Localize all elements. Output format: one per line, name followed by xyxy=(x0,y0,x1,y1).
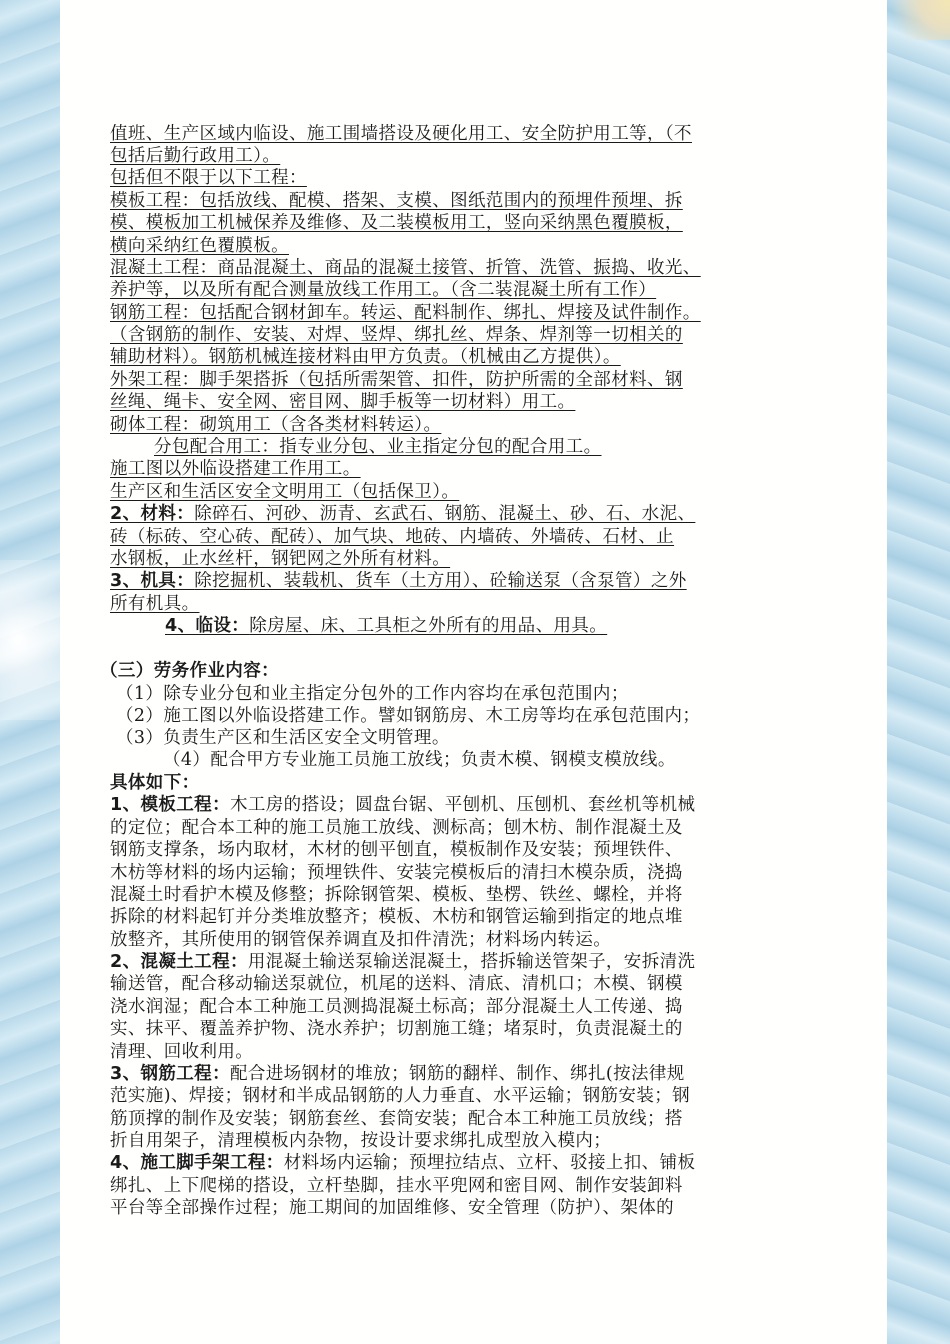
scope-line: 模板工程：包括放线、配模、搭架、支模、图纸范围内的预埋件预埋、拆 xyxy=(110,191,683,211)
materials-label: 2、材料： xyxy=(110,504,195,524)
scope-line: 包括后勤行政用工）。 xyxy=(110,146,281,166)
background-corner-glow xyxy=(890,0,950,40)
scope-line: 生产区和生活区安全文明用工（包括保卫）。 xyxy=(110,482,460,502)
machinery-line: 3、机具：除挖掘机、装载机、货车（土方用）、砼输送泵（含泵管）之外 xyxy=(110,571,687,591)
materials-line: 砖（标砖、空心砖、配砖）、加气块、地砖、内墙砖、外墙砖、石材、止 xyxy=(110,527,675,547)
section-heading: （三）劳务作业内容： xyxy=(100,661,279,681)
concrete-line: 浇水润湿；配合本工种施工员测捣混凝土标高；部分混凝土人工传递、捣 xyxy=(110,997,683,1017)
formwork-line: 的定位；配合本工种的施工员施工放线、测标高；刨木枋、制作混凝土及 xyxy=(110,818,683,838)
scope-line: 辅助材料）。钢筋机械连接材料由甲方负责。（机械由乙方提供）。 xyxy=(110,347,621,367)
formwork-label: 1、模板工程： xyxy=(110,795,230,815)
scope-line: 值班、生产区域内临设、施工围墙搭设及硬化用工、安全防护用工等，（不 xyxy=(110,124,692,144)
formwork-line: 混凝土时看护木模及修整；拆除钢管架、模板、垫楞、铁丝、螺栓，并将 xyxy=(110,885,683,905)
detail-heading: 具体如下： xyxy=(110,773,200,793)
materials-line: 2、材料：除碎石、河砂、沥青、玄武石、钢筋、混凝土、砂、石、水泥、 xyxy=(110,504,696,524)
section-item: （1）除专业分包和业主指定分包外的工作内容均在承包范围内； xyxy=(116,684,629,704)
concrete-line: 清理、回收利用。 xyxy=(110,1042,254,1062)
materials-line: 水钢板，止水丝杆，钢钯网之外所有材料。 xyxy=(110,549,451,569)
scaffold-label: 4、施工脚手架工程： xyxy=(110,1153,284,1173)
formwork-line: 钢筋支撑条，场内取材，木材的刨平刨直，模板制作及安装；预埋铁件、 xyxy=(110,840,683,860)
concrete-label: 2、混凝土工程： xyxy=(110,952,248,972)
document-page xyxy=(60,0,887,1344)
machinery-line: 所有机具。 xyxy=(110,594,200,614)
section-item: （4）配合甲方专业施工员施工放线；负责木模、钢模支模放线。 xyxy=(163,750,676,770)
concrete-line: 2、混凝土工程：用混凝土输送泵输送混凝土，搭拆输送管架子，安拆清洗 xyxy=(110,952,696,972)
formwork-line: 拆除的材料起钉并分类堆放整齐；模板、木枋和钢管运输到指定的地点堆 xyxy=(110,907,683,927)
scope-line: 包括但不限于以下工程： xyxy=(110,168,307,188)
scope-line: 钢筋工程：包括配合钢材卸车。转运、配料制作、绑扎、焊接及试件制作。 xyxy=(110,303,701,323)
concrete-line: 实、抹平、覆盖养护物、浇水养护；切割施工缝；堵泵时，负责混凝土的 xyxy=(110,1019,683,1039)
background-right-strip xyxy=(880,0,950,1344)
rebar-line: 折自用架子，清理模板内杂物，按设计要求绑扎成型放入模内； xyxy=(110,1131,612,1151)
concrete-line: 输送管，配合移动输送泵就位，机尾的送料、清底、清机口；木模、钢模 xyxy=(110,974,683,994)
temp-facilities-line: 4、临设：除房屋、床、工具柜之外所有的用品、用具。 xyxy=(165,616,608,636)
scope-line: 养护等，以及所有配合测量放线工作用工。（含二装混凝土所有工作） xyxy=(110,280,657,300)
scope-line: 外架工程：脚手架搭拆（包括所需架管、扣件，防护所需的全部材料、钢 xyxy=(110,370,683,390)
section-item: （3）负责生产区和生活区安全文明管理。 xyxy=(116,728,450,748)
scope-line: 分包配合用工：指专业分包、业主指定分包的配合用工。 xyxy=(154,437,602,457)
machinery-label: 3、机具： xyxy=(110,571,195,591)
scope-line: 砌体工程：砌筑用工（含各类材料转运）。 xyxy=(110,415,442,435)
scope-line: （含钢筋的制作、安装、对焊、竖焊、绑扎丝、焊条、焊剂等一切相关的 xyxy=(110,325,683,345)
formwork-line: 放整齐，其所使用的钢管保养调直及扣件清洗；材料场内转运。 xyxy=(110,930,612,950)
scope-line: 丝绳、绳卡、安全网、密目网、脚手板等一切材料）用工。 xyxy=(110,392,576,412)
formwork-line: 木枋等材料的场内运输；预埋铁件、安装完模板后的清扫木模杂质，浇捣 xyxy=(110,863,683,883)
scaffold-line: 平台等全部操作过程；施工期间的加固维修、安全管理（防护）、架体的 xyxy=(110,1198,675,1218)
rebar-line: 筋顶撑的制作及安装；钢筋套丝、套筒安装；配合本工种施工员放线；搭 xyxy=(110,1109,683,1129)
rebar-line: 范实施)、焊接；钢材和半成品钢筋的人力垂直、水平运输；钢筋安装；钢 xyxy=(110,1086,691,1106)
rebar-line: 3、钢筋工程：配合进场钢材的堆放；钢筋的翻样、制作、绑扎(按法律规 xyxy=(110,1064,685,1084)
section-item: （2）施工图以外临设搭建工作。譬如钢筋房、木工房等均在承包范围内； xyxy=(116,706,701,726)
scope-line: 施工图以外临设搭建工作用工。 xyxy=(110,459,361,479)
scope-line: 混凝土工程：商品混凝土、商品的混凝土接管、折管、洗管、振捣、收光、 xyxy=(110,258,701,278)
formwork-line: 1、模板工程：木工房的搭设；圆盘台锯、平刨机、压刨机、套丝机等机械 xyxy=(110,795,696,815)
scope-line: 模、模板加工机械保养及维修、及二装模板用工，竖向采纳黑色覆膜板， xyxy=(110,213,683,233)
temp-label: 4、临设： xyxy=(165,616,250,636)
scaffold-line: 4、施工脚手架工程：材料场内运输；预埋拉结点、立杆、驳接上扣、铺板 xyxy=(110,1153,696,1173)
scope-line: 横向采纳红色覆膜板。 xyxy=(110,236,289,256)
rebar-label: 3、钢筋工程： xyxy=(110,1064,230,1084)
scaffold-line: 绑扎、上下爬梯的搭设，立杆垫脚，挂水平兜网和密目网、制作安装卸料 xyxy=(110,1176,683,1196)
